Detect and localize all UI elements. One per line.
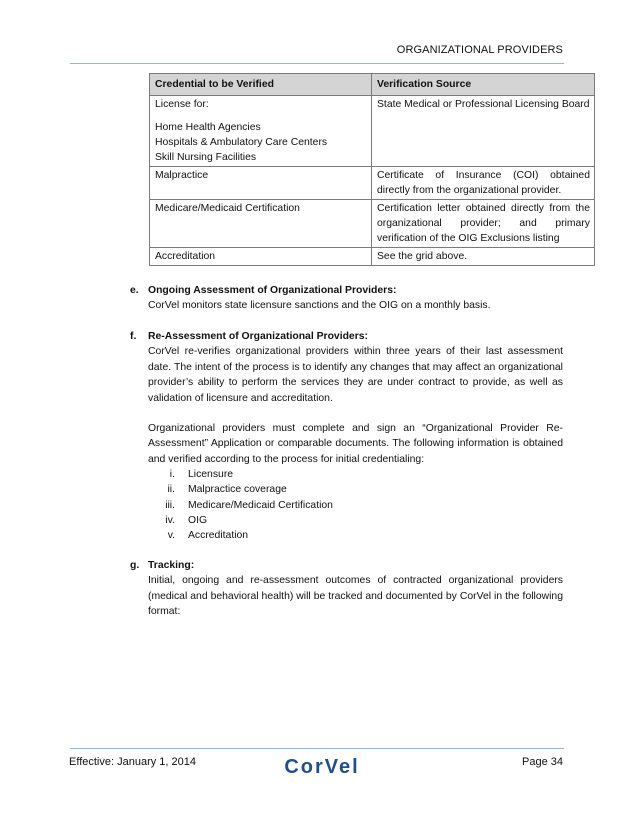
section-body: CorVel monitors state licensure sanctions and the OIG on a monthly basis. (148, 300, 491, 312)
cell-line: Home Health Agencies (155, 122, 261, 133)
list-item (148, 482, 563, 497)
list-item-number: iii. (165, 499, 175, 511)
table-cell-credential: Accreditation (150, 248, 372, 266)
list-item-text: Licensure (188, 469, 234, 481)
list-item-text: Accreditation (188, 530, 249, 541)
section-f (130, 329, 563, 543)
list-item-text: Malpractice coverage (188, 484, 287, 496)
section-heading: Ongoing Assessment of Organizational Providers: (148, 285, 397, 296)
list-item (148, 513, 563, 528)
table-cell-credential: Medicare/Medicaid Certification (150, 200, 372, 248)
table-row (150, 200, 595, 248)
list-item-number: ii. (167, 484, 175, 496)
section-letter: e. (130, 285, 139, 296)
list-item-number: i. (169, 469, 175, 481)
footer-page-number: Page 34 (522, 756, 563, 768)
table-row (150, 96, 595, 167)
page-header-title: ORGANIZATIONAL PROVIDERS (396, 44, 563, 56)
cell-line: Skill Nursing Facilities (155, 152, 257, 163)
table-header-source: Verification Source (372, 74, 595, 96)
section-e (130, 283, 563, 314)
section-g (130, 558, 563, 620)
section-heading: Tracking: (148, 560, 195, 571)
logo-text: CorVel (284, 756, 360, 778)
table-row (150, 167, 595, 200)
corvel-logo (272, 752, 372, 782)
list-item (148, 498, 563, 513)
credential-table (149, 73, 595, 266)
section-body: Initial, ongoing and re-assessment outcomes of contracted organizational providers (medical and behavioral health) will be tracked and documented by CorVel in the following format: (148, 575, 563, 618)
list-item-number: iv. (165, 514, 175, 526)
list-item-text: Medicare/Medicaid Certification (188, 499, 333, 511)
table-cell-source: See the grid above. (372, 248, 595, 266)
section-letter: f. (130, 331, 137, 342)
section-paragraph: Organizational providers must complete and sign an “Organizational Provider Re-Assessment” Application or comparable documents. The following information is obtained and verified according to the process for initial credentialing: (148, 423, 563, 465)
footer-divider (70, 748, 564, 749)
table-cell-source: Certificate of Insurance (COI) obtained directly from the organizational provider. (372, 167, 595, 200)
table-header-row (150, 74, 595, 96)
verification-list (148, 467, 563, 543)
table-cell-credential (150, 96, 372, 167)
list-item-number: v. (167, 530, 175, 541)
footer-effective-date: Effective: January 1, 2014 (69, 756, 196, 768)
table-row (150, 248, 595, 266)
cell-line: License for: (155, 99, 209, 110)
table-header-credential: Credential to be Verified (150, 74, 372, 96)
list-item (148, 467, 563, 482)
table-cell-source: Certification letter obtained directly from the organizational provider; and primary verification of the OIG Exclusions listing (372, 200, 595, 248)
section-letter: g. (130, 560, 140, 571)
list-item (148, 528, 563, 543)
table-cell-credential: Malpractice (150, 167, 372, 200)
list-item-text: OIG (188, 514, 208, 526)
header-divider (70, 63, 564, 64)
cell-line: Hospitals & Ambulatory Care Centers (155, 137, 328, 148)
table-cell-source: State Medical or Professional Licensing Board (372, 96, 595, 167)
section-paragraph: CorVel re-verifies organizational providers within three years of their last assessment date. The intent of the process is to identify any changes that may affect an organizational provider’s ability to perform the services they are under contract to provide, as well as validation of licensure and accreditation. (148, 346, 563, 404)
section-heading: Re-Assessment of Organizational Providers: (148, 331, 368, 342)
